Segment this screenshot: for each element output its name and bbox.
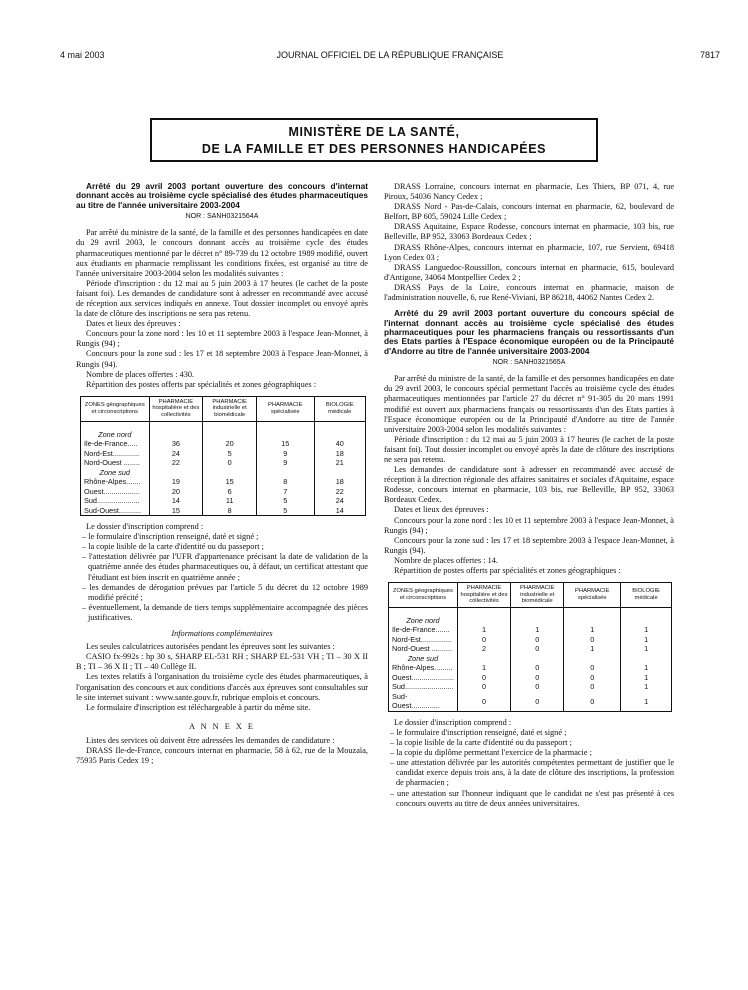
right-column	[384, 182, 674, 809]
list-item: – la copie lisible de la carte d'identité ou du passeport ;	[384, 738, 674, 748]
zone-section-label: Zone sud	[81, 468, 150, 478]
table-row: Nord-Est............... 0 0 0 1	[389, 635, 672, 645]
paragraph: Concours pour la zone sud : les 17 et 18 septembre 2003 à l'espace Jean-Monnet, à Rungis (94).	[384, 535, 674, 555]
address-entry: DRASS Nord - Pas-de-Calais, concours internat en pharmacie, 62, boulevard de Belfort, BP 605, 59024 Lille Cedex ;	[384, 202, 674, 222]
table-row: Ile-de-France..... 36 20 15 40	[81, 439, 366, 449]
table-row: Ouest..................... 0 0 0 1	[389, 673, 672, 683]
paragraph: Dates et lieux des épreuves :	[86, 319, 181, 329]
table-row: Nord-Ouest .......... 2 0 1 1	[389, 644, 672, 654]
table-row: Sud-Ouest.............. 0 0 0 1	[389, 692, 672, 712]
ministry-line-1: MINISTÈRE DE LA SANTÉ,	[288, 125, 460, 139]
address-entry: DRASS Languedoc-Roussillon, concours internat en pharmacie, 615, boulevard d'Antigone, 34064 Montpellier Cedex 2 ;	[384, 262, 674, 282]
paragraph: Les demandes de candidature sont à adresser en recommandé avec accusé de réception à la direction régionale des affaires sanitaires et sociales d'Aquitaine, espace Rodesse, concours internat en pharmacie, 103 bis, rue Belleville, BP 952, 33063 Bordeaux Cedex.	[384, 465, 674, 505]
table-header: BIOLOGIE médicale	[314, 396, 365, 421]
address-entry: DRASS Lorraine, concours internat en pharmacie, Les Thiers, BP 071, 4, rue Piroux, 54036 Nancy Cedex ;	[384, 182, 674, 202]
paragraph: DRASS Ile-de-France, concours internat en pharmacie, 58 à 62, rue de la Mouzaïa, 75935 Paris Cedex 19 ;	[76, 745, 368, 766]
places-table-2	[388, 582, 672, 712]
paragraph: Les seules calculatrices autorisées pendant les épreuves sont les suivantes :	[86, 642, 335, 652]
address-entry: DRASS Pays de la Loire, concours internat en pharmacie, maison de l'administration nouvelle, 6, rue René-Viviani, BP 86218, 44062 Nantes Cedex 2.	[384, 282, 674, 303]
annexe-title: A N N E X E	[188, 721, 256, 731]
table-header: PHARMACIE industrielle et biomédicale	[203, 396, 257, 421]
paragraph: Concours pour la zone sud : les 17 et 18 septembre 2003 à l'espace Jean-Monnet, à Rungis (94).	[76, 349, 368, 369]
table-header: PHARMACIE spécialisée	[564, 583, 621, 608]
list-item: – une attestation délivrée par les autorités compétentes permettant de justifier que le candidat exerce depuis trois ans, à la date de clôture des inscriptions, la profession de pharmacien ;	[384, 758, 674, 788]
zone-section-label: Zone nord	[81, 430, 150, 440]
arrete-1-title: Arrêté du 29 avril 2003 portant ouverture des concours d'internat donnant accès au troisième cycle spécialisé des études pharmaceutiques au titre de l'année universitaire 2003-2004	[76, 181, 368, 210]
list-item: – la copie du diplôme permettant l'exercice de la pharmacie ;	[384, 748, 674, 758]
arrete-2-title: Arrêté du 29 avril 2003 portant ouverture du concours spécial de l'internat donnant accès au troisième cycle spécialisé des études pharmaceutiques pour les pharmaciens français ou ressortissants d'un des Etats parties à l'Espace économique européen ou de la Principauté d'Andorre au titre de l'année universitaire 2003-2004	[384, 308, 674, 356]
left-column	[76, 182, 368, 766]
table-header: ZONES géographiques et circonscriptions	[389, 583, 458, 608]
table-header: PHARMACIE hospitalière et des collectivités	[149, 396, 203, 421]
journal-title: JOURNAL OFFICIEL DE LA RÉPUBLIQUE FRANÇAISE	[276, 50, 504, 60]
paragraph: Concours pour la zone nord : les 10 et 11 septembre 2003 à l'espace Jean-Monnet, à Rungis (94) ;	[384, 515, 674, 535]
issue-date: 4 mai 2003	[60, 50, 105, 60]
address-entry: DRASS Aquitaine, Espace Rodesse, concours internat en pharmacie, 103 bis, rue Belleville, BP 952, 33063 Bordeaux Cedex ;	[384, 222, 674, 242]
table-row: Sud........................ 0 0 0 1	[389, 682, 672, 692]
paragraph: Listes des services où doivent être adressées les demandes de candidature :	[86, 735, 335, 745]
dossier-intro: Le dossier d'inscription comprend :	[394, 717, 512, 727]
paragraph: Concours pour la zone nord : les 10 et 11 septembre 2003 à l'espace Jean-Monnet, à Rungis (94) ;	[76, 329, 368, 349]
page-header	[60, 50, 720, 64]
paragraph: CASIO fx-992s : hp 30 s, SHARP EL-531 RH ; SHARP EL-531 VH ; TI – 30 X II B ; TI – 36 X II ; TI – 40 Collège II.	[76, 652, 368, 672]
table-row: Rhône-Alpes......... 1 0 0 1	[389, 663, 672, 673]
list-item: – les demandes de dérogation prévues par l'article 5 du décret du 12 octobre 1989 modifié précité ;	[76, 583, 368, 603]
paragraph: Les textes relatifs à l'organisation du troisième cycle des études pharmaceutiques, à l'organisation des concours et aux conditions d'accès aux épreuves sont consultables sur le site internet suivant : www.sante.gouv.fr, rubrique emplois et concours.	[76, 672, 368, 702]
table-header: BIOLOGIE médicale	[621, 583, 672, 608]
zone-section-label: Zone nord	[389, 616, 458, 626]
table-row: Sud..................... 14 11 5 24	[81, 496, 366, 506]
list-item: – une attestation sur l'honneur indiquant que le candidat ne s'est pas présenté à ces concours ouverts au titre de deux années universitaires.	[384, 789, 674, 809]
table-header: PHARMACIE spécialisée	[257, 396, 314, 421]
dossier-list	[384, 728, 674, 809]
table-row: Ouest.................. 20 6 7 22	[81, 487, 366, 497]
zone-section-label: Zone sud	[389, 654, 458, 664]
paragraph: Nombre de places offertes : 430.	[86, 369, 195, 379]
page-number: 7817	[699, 50, 720, 60]
list-item: – éventuellement, la demande de tiers temps supplémentaire accompagnée des pièces justificatives.	[76, 603, 368, 623]
list-item: – l'attestation délivrée par l'UFR d'appartenance précisant la date de validation de la quatrième année des études pharmaceutiques ou, à défaut, un certificat attestant que l'étudiant est bien inscrit en quatrième année ;	[76, 552, 368, 582]
arrete-2-nor: NOR : SANH0321565A	[492, 359, 566, 367]
list-item: – le formulaire d'inscription renseigné, daté et signé ;	[384, 728, 674, 738]
table-header: ZONES géographiques et circonscriptions	[81, 396, 150, 421]
list-item: – la copie lisible de la carte d'identité ou du passeport ;	[76, 542, 368, 552]
paragraph: Par arrêté du ministre de la santé, de la famille et des personnes handicapées en date du 29 avril 2003, le concours spécial permettant l'accès au troisième cycle des études pharmaceutiques mentionnées par l'article 27 du décret n° 91-305 du 20 mars 1991 modifié est ouvert aux pharmaciens français ou ressortissants d'un des Etats parties à l'Espace économique européen ou de la Principauté d'Andorre au titre de l'année universitaire 2003-2004 selon les modalités suivantes :	[384, 374, 674, 434]
table-header-row	[389, 583, 672, 608]
list-item: – le formulaire d'inscription renseigné, daté et signé ;	[76, 532, 368, 542]
paragraph: Dates et lieux des épreuves :	[394, 505, 489, 515]
paragraph: Répartition des postes offerts par spécialités et zones géographiques :	[86, 379, 317, 389]
dossier-intro: Le dossier d'inscription comprend :	[86, 522, 204, 532]
places-table-1	[80, 396, 366, 516]
table-row: Ile-de-France....... 1 1 1 1	[389, 625, 672, 635]
paragraph: Nombre de places offertes : 14.	[394, 555, 498, 565]
table-row: Sud-Ouest........... 15 8 5 14	[81, 506, 366, 516]
paragraph: Le formulaire d'inscription est téléchargeable à partir du même site.	[86, 702, 311, 712]
paragraph: Par arrêté du ministre de la santé, de la famille et des personnes handicapées en date du 29 avril 2003, le concours donnant accès au troisième cycle des études pharmaceutiques mentionné par le décret n° 89-739 du 12 octobre 1989 modifié, ouvert aux étudiants en pharmacie remplissant les conditions fixées, est organisé au titre de l'année universitaire 2003-2004 selon les modalités suivantes :	[76, 228, 368, 278]
table-row: Nord-Est............. 24 5 9 18	[81, 449, 366, 459]
table-row: Rhône-Alpes....... 19 15 8 18	[81, 477, 366, 487]
table-header: PHARMACIE industrielle et biomédicale	[511, 583, 564, 608]
paragraph: Répartition de postes offerts par spécialités et zones géographiques :	[394, 566, 621, 576]
table-row: Nord-Ouest ........ 22 0 9 21	[81, 458, 366, 468]
ministry-line-2: DE LA FAMILLE ET DES PERSONNES HANDICAPÉES	[201, 142, 547, 156]
dossier-list	[76, 532, 368, 623]
paragraph: Période d'inscription : du 12 mai au 5 juin 2003 à 17 heures (le cachet de la poste faisant foi). Les demandes de candidature sont à adresser en recommandé avec accusé de réception aux services indiqués en annexe. Tout dossier incomplet ou envoyé après la date de clôture des inscriptions ne sera pas retenu.	[76, 278, 368, 319]
table-header: PHARMACIE hospitalière et des collectivités	[457, 583, 510, 608]
table-header-row	[81, 396, 366, 421]
ministry-banner	[150, 118, 598, 162]
arrete-1-nor: NOR : SANH0321564A	[185, 213, 259, 221]
address-entry: DRASS Rhône-Alpes, concours internat en pharmacie, 107, rue Servient, 69418 Lyon Cedex 03 ;	[384, 242, 674, 262]
info-section-title: Informations complémentaires	[171, 629, 273, 639]
paragraph: Période d'inscription : du 12 mai au 5 juin 2003 à 17 heures (le cachet de la poste faisant foi). Tout dossier incomplet ou envoyé après la date de clôture des inscriptions ne sera pas retenu.	[384, 434, 674, 464]
